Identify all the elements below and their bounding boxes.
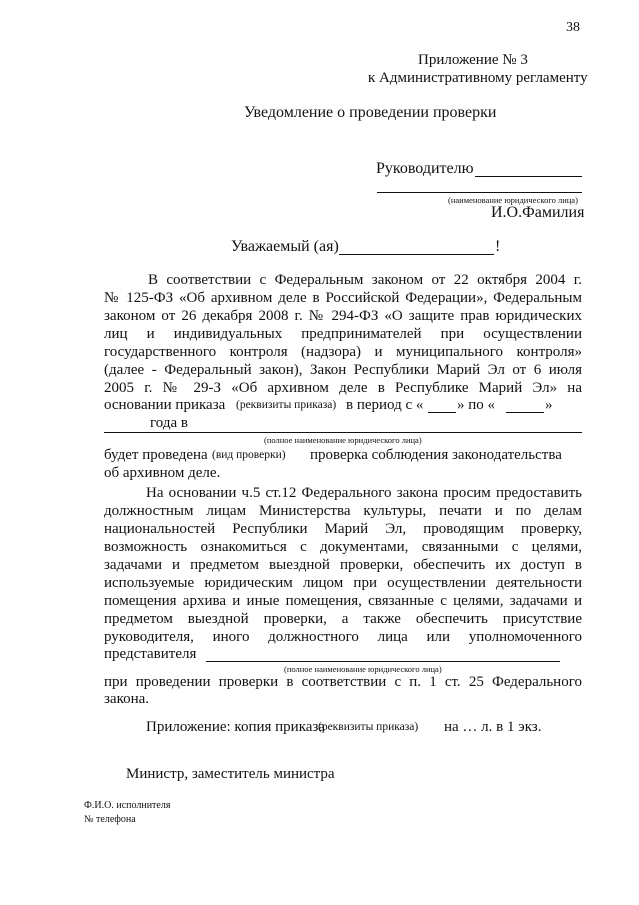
executor-name: Ф.И.О. исполнителя xyxy=(84,800,171,811)
p2-line-12: закона. xyxy=(104,691,150,707)
greeting: Уважаемый (ая) xyxy=(231,238,339,255)
p2-line-10: представителя xyxy=(104,646,197,662)
check-type-caption: (вид проверки) xyxy=(212,449,286,461)
p1-line-6: (далее - Федеральный закон), Закон Республики Марий Эл от 6 июля xyxy=(104,362,582,378)
p1-line-10a: будет проведена xyxy=(104,447,208,463)
org-name-caption: (наименование юридического лица) xyxy=(448,195,578,205)
p2-line-7: помещения архива и иные помещения, связанные с целями, задачами и xyxy=(104,593,582,609)
date-from-blank xyxy=(428,412,456,413)
executor-phone: № телефона xyxy=(84,814,136,825)
p2-line-8: предметом выездной проверки, а также обеспечить присутствие xyxy=(104,611,582,627)
org-name-blank xyxy=(377,192,582,193)
p1-line-4: лиц и индивидуальных предпринимателей при осуществлении xyxy=(104,326,582,342)
p1-line-5: государственного контроля (надзора) и муниципального контроля» xyxy=(104,344,582,360)
attachment-order-caption: (реквизиты приказа) xyxy=(318,721,419,733)
attachment-label: Приложение: копия приказа xyxy=(146,719,326,735)
attachment-pages: на … л. в 1 экз. xyxy=(444,719,542,735)
signature-title: Министр, заместитель министра xyxy=(126,766,335,782)
org-full-name-caption-1: (полное наименование юридического лица) xyxy=(264,435,422,445)
org-full-name-caption-2: (полное наименование юридического лица) xyxy=(284,664,442,674)
representative-blank xyxy=(206,661,560,662)
page-number: 38 xyxy=(566,20,580,35)
addressee-blank xyxy=(475,176,582,177)
date-to-blank xyxy=(506,412,544,413)
p2-line-4: возможность ознакомиться с документами, связанными с целями, xyxy=(104,539,582,555)
regulation-label: к Административному регламенту xyxy=(368,70,588,86)
p1-line-8a: основании приказа xyxy=(104,397,226,413)
p2-line-9: руководителя, иного должностного лица или уполномоченного xyxy=(104,629,582,645)
p2-line-6: используемые юридическим лицом при осуществлении деятельности xyxy=(104,575,582,591)
p1-line-7: 2005 г. № 29-З «Об архивном деле в Республике Марий Эл» на xyxy=(104,380,582,396)
p1-line-8e: » xyxy=(545,397,553,413)
p2-line-2: должностным лицам Министерства культуры, печати и по делам xyxy=(104,503,582,519)
p2-line-3: национальностей Республики Марий Эл, проводящим проверку, xyxy=(104,521,582,537)
p1-line-11: об архивном деле. xyxy=(104,465,221,481)
p1-line-9: года в xyxy=(150,415,188,431)
greeting-exclamation: ! xyxy=(495,238,501,255)
org-full-name-blank-1 xyxy=(104,432,582,433)
order-details-caption: (реквизиты приказа) xyxy=(236,399,337,411)
greeting-blank xyxy=(339,254,494,255)
p1-line-3: законом от 26 декабря 2008 г. № 294-ФЗ «О защите прав юридических xyxy=(104,308,582,324)
appendix-label: Приложение № 3 xyxy=(418,52,528,68)
p1-line-2: № 125-ФЗ «Об архивном деле в Российской Федерации», Федеральным xyxy=(104,290,582,306)
addressee-label: Руководителю xyxy=(376,160,474,177)
p1-line-8d: » по « xyxy=(457,397,496,413)
p2-line-1: На основании ч.5 ст.12 Федерального закона просим предоставить xyxy=(146,485,582,501)
p2-line-11: при проведении проверки в соответствии с п. 1 ст. 25 Федерального xyxy=(104,674,582,690)
p1-line-10c: проверка соблюдения законодательства xyxy=(310,447,562,463)
addressee-initials: И.О.Фамилия xyxy=(491,204,585,221)
p2-line-5: задачами и предметом выездной проверки, обеспечить их доступ в xyxy=(104,557,582,573)
p1-line-1: В соответствии с Федеральным законом от 22 октября 2004 г. xyxy=(148,272,582,288)
document-title: Уведомление о проведении проверки xyxy=(244,104,497,121)
p1-line-8c: в период с « xyxy=(346,397,424,413)
